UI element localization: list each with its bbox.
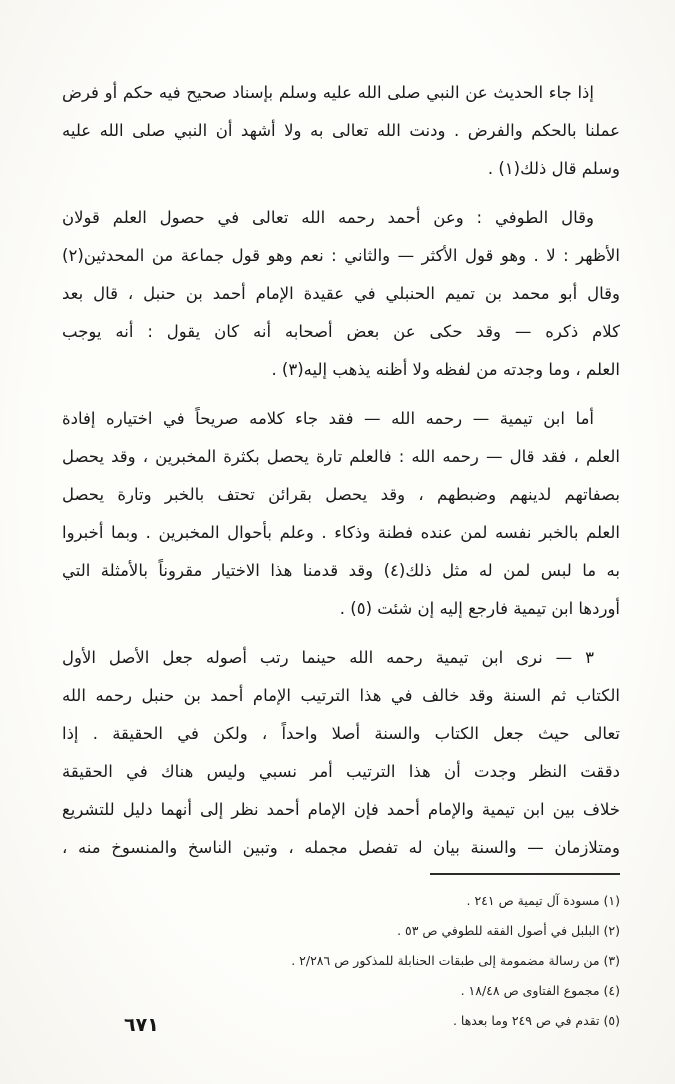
footnote-item: (٢) البلبل في أصول الفقه للطوفي ص ٥٣ . — [397, 923, 620, 938]
paragraph — [62, 74, 620, 188]
footnote-item: (١) مسودة آل تيمية ص ٢٤١ . — [466, 893, 620, 908]
text-line: دققت النظر وجدت أن هذا الترتيب أمر نسبي وليس هناك في الحقيقة — [62, 762, 620, 781]
paragraph — [62, 199, 620, 389]
text-line: تعالى حيث جعل الكتاب والسنة أصلا واحداً ، ولكن في الحقيقة . إذا — [62, 724, 620, 743]
text-line: ومتلازمان — والسنة بيان له تفصل مجمله ، وتبين الناسخ والمنسوخ منه ، — [62, 838, 620, 857]
text-line: الكتاب ثم السنة وقد خالف في هذا الترتيب الإمام أحمد بن حنبل رحمه الله — [62, 686, 620, 705]
text-line: كلام ذكره — وقد حكى عن بعض أصحابه أنه كان يقول : أنه يوجب — [62, 322, 620, 341]
text-line: وسلم قال ذلك(١) . — [487, 159, 620, 178]
text-line: عملنا بالحكم والفرض . ودنت الله تعالى به ولا أشهد أن النبي صلى الله عليه — [62, 121, 620, 140]
text-line: خلاف بين ابن تيمية والإمام أحمد فإن الإمام أحمد نظر إلى أنهما دليل للتشريع — [62, 800, 620, 819]
text-line: العلم ، وما وجدته من لفظه ولا أظنه يذهب إليه(٣) . — [271, 360, 620, 379]
page-number: ٦٧١ — [124, 1014, 159, 1036]
text-line: العلم بالخبر نفسه لمن عنده فطنة وذكاء . وعلم بأحوال المخبرين . وبما أخبروا — [62, 523, 620, 542]
footnote-item: (٥) تقدم في ص ٢٤٩ وما بعدها . — [452, 1013, 620, 1028]
footnote-item: (٤) مجموع الفتاوى ص ١٨/٤٨ . — [460, 983, 620, 998]
text-line: وقال أبو محمد بن تميم الحنبلي في عقيدة الإمام أحمد بن حنبل ، قال بعد — [62, 284, 620, 303]
text-line: أما ابن تيمية — رحمه الله — فقد جاء كلامه صريحاً في اختياره إفادة — [62, 409, 594, 428]
text-line: الأظهر : لا . وهو قول الأكثر — والثاني : نعم وهو قول جماعة من المحدثين(٢) — [62, 246, 620, 265]
main-text — [62, 74, 620, 878]
text-line: بصفاتهم لدينهم وضبطهم ، وقد يحصل بقرائن تحتف بالخبر وتارة يحصل — [62, 485, 620, 504]
text-line: العلم ، فقد قال — رحمه الله : فالعلم تارة يحصل بكثرة المخبرين ، وقد يحصل — [62, 447, 620, 466]
text-line: به ما لبس لمن له مثل ذلك(٤) وقد قدمنا هذا الاختيار مقروناً بالأمثلة التي — [62, 561, 620, 580]
text-line: أوردها ابن تيمية فارجع إليه إن شئت (٥) . — [339, 599, 620, 618]
text-line: وقال الطوفي : وعن أحمد رحمه الله تعالى في حصول العلم قولان — [62, 208, 594, 227]
footnote-item: (٣) من رسالة مضمومة إلى طبقات الحنابلة للمذكور ص ٢/٢٨٦ . — [291, 953, 620, 968]
text-line: ٣ — نرى ابن تيمية رحمه الله حينما رتب أصوله جعل الأصل الأول — [62, 648, 594, 667]
paragraph — [62, 639, 620, 867]
footnote-separator — [430, 873, 620, 875]
paragraph — [62, 400, 620, 628]
text-line: إذا جاء الحديث عن النبي صلى الله عليه وسلم بإسناد صحيح فيه حكم أو فرض — [62, 83, 594, 102]
